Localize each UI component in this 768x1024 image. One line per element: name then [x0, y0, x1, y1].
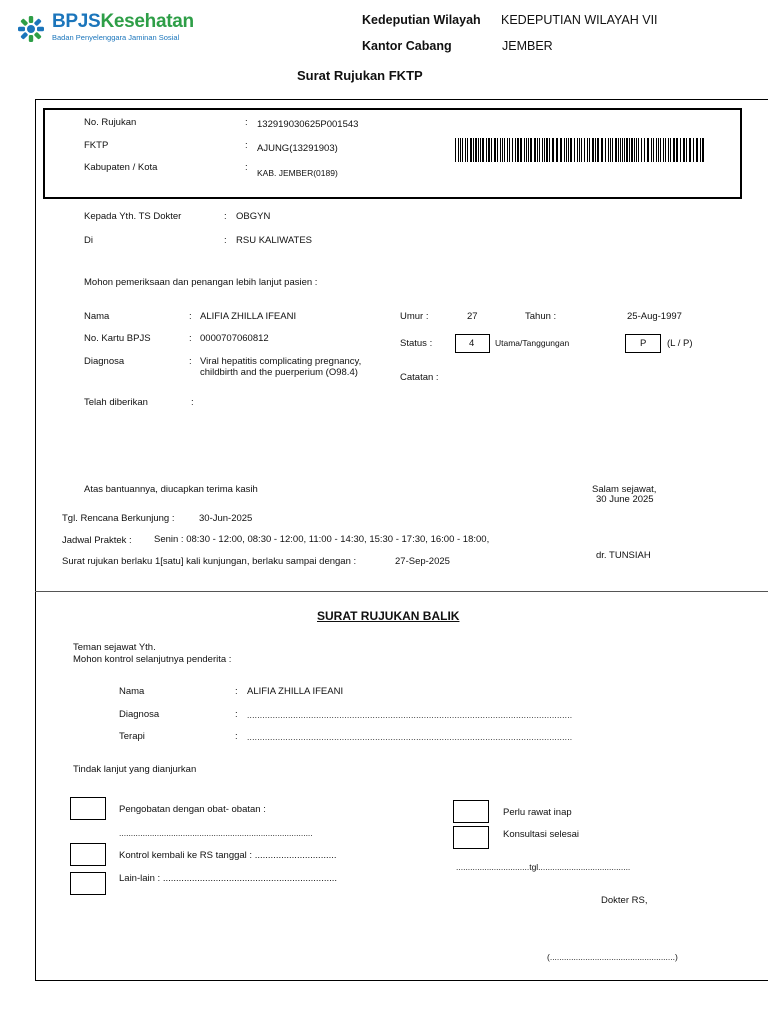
barcode-bar [509, 138, 510, 162]
colon: : [224, 211, 227, 222]
catatan-label: Catatan : [400, 372, 439, 383]
barcode-bar [624, 138, 625, 162]
nama-label: Nama [84, 311, 110, 322]
barcode-bar [656, 138, 657, 162]
barcode-bar [638, 138, 639, 162]
barcode [455, 138, 705, 162]
barcode-bar [530, 138, 532, 162]
barcode-bar [653, 138, 654, 162]
mohon-kontrol-text: Mohon kontrol selanjutnya penderita : [73, 654, 232, 665]
logo-name-bpjs: BPJS [52, 11, 101, 32]
berlaku-value: 27-Sep-2025 [395, 556, 450, 567]
barcode-bar [577, 138, 578, 162]
colon: : [245, 140, 248, 151]
barcode-bar [515, 138, 516, 162]
document-title: Surat Rujukan FKTP [297, 68, 423, 83]
colon: : [189, 333, 192, 344]
colon: : [245, 162, 248, 173]
colon: : [189, 356, 192, 367]
barcode-bar [622, 138, 623, 162]
barcode-bar [700, 138, 701, 162]
barcode-bar [534, 138, 536, 162]
fktp-label: FKTP [84, 140, 109, 151]
barcode-bar [566, 138, 567, 162]
barcode-bar [670, 138, 671, 162]
kepada-label: Kepada Yth. TS Dokter [84, 211, 182, 222]
barcode-bar [702, 138, 704, 162]
barcode-bar [488, 138, 490, 162]
balik-nama-label: Nama [119, 686, 145, 697]
dokter-rs-label: Dokter RS, [601, 895, 648, 906]
di-label: Di [84, 235, 93, 246]
barcode-bar [537, 138, 538, 162]
barcode-bar [549, 138, 550, 162]
kartu-bpjs-label: No. Kartu BPJS [84, 333, 151, 344]
barcode-bar [680, 138, 681, 162]
barcode-bar [556, 138, 558, 162]
surat-date: 30 June 2025 [596, 494, 654, 505]
rawat-inap-label: Perlu rawat inap [503, 807, 572, 818]
barcode-bar [579, 138, 580, 162]
diagnosa-fill-line: ............................................................................................................................... [247, 710, 573, 720]
balik-nama-value: ALIFIA ZHILLA IFEANI [247, 686, 344, 697]
barcode-bar [502, 138, 503, 162]
barcode-bar [686, 138, 687, 162]
status-value: 4 [469, 338, 475, 349]
umur-value: 27 [467, 311, 478, 322]
barcode-bar [524, 138, 525, 162]
barcode-bar [455, 138, 456, 162]
dokter-name: dr. TUNSIAH [596, 550, 651, 561]
kartu-bpjs-value: 0000707060812 [200, 333, 269, 344]
balik-diagnosa-label: Diagnosa [119, 709, 160, 720]
jadwal-praktek-value: Senin : 08:30 - 12:00, 08:30 - 12:00, 11:00 - 14:30, 15:30 - 17:30, 16:00 - 18:00, [154, 534, 490, 545]
barcode-bar [512, 138, 513, 162]
colon: : [235, 686, 238, 697]
logo-subtitle: Badan Penyelenggara Jaminan Sosial [52, 33, 180, 42]
barcode-bar [467, 138, 468, 162]
barcode-bar [668, 138, 669, 162]
kabupaten-value: KAB. JEMBER(0189) [257, 168, 338, 178]
barcode-bar [497, 138, 498, 162]
barcode-bar [673, 138, 675, 162]
barcode-bar [507, 138, 508, 162]
barcode-bar [470, 138, 472, 162]
barcode-bar [595, 138, 596, 162]
barcode-bar [689, 138, 691, 162]
barcode-bar [458, 138, 459, 162]
barcode-bar [660, 138, 661, 162]
barcode-bar [584, 138, 585, 162]
nama-value: ALIFIA ZHILLA IFEANI [200, 311, 297, 322]
mohon-pemeriksaan-text: Mohon pemeriksaan dan penangan lebih lanjut pasien : [84, 277, 318, 288]
barcode-bar [460, 138, 461, 162]
bpjs-logo-icon [16, 14, 46, 44]
obat-checkbox[interactable] [70, 797, 106, 820]
kontrol-option-label: Kontrol kembali ke RS tanggal : ............................... [119, 850, 337, 861]
barcode-bar [636, 138, 637, 162]
barcode-bar [462, 138, 463, 162]
diagnosa-line-1: Viral hepatitis complicating pregnancy, [200, 356, 362, 367]
barcode-bar [482, 138, 484, 162]
barcode-bar [478, 138, 479, 162]
barcode-bar [564, 138, 565, 162]
tanggal-lahir-value: 25-Aug-1997 [627, 311, 682, 322]
status-label: Status : [400, 338, 433, 349]
status-description: Utama/Tanggungan [495, 338, 570, 348]
barcode-bar [526, 138, 527, 162]
tindak-lanjut-label: Tindak lanjut yang dianjurkan [73, 764, 197, 775]
diagnosa-label: Diagnosa [84, 356, 125, 367]
barcode-bar [610, 138, 611, 162]
barcode-bar [605, 138, 606, 162]
section-divider [35, 591, 768, 592]
colon: : [235, 709, 238, 720]
barcode-bar [693, 138, 694, 162]
barcode-bar [560, 138, 562, 162]
balik-terapi-label: Terapi [119, 731, 145, 742]
colon: : [235, 731, 238, 742]
barcode-bar [520, 138, 522, 162]
barcode-bar [601, 138, 603, 162]
barcode-bar [631, 138, 633, 162]
barcode-bar [504, 138, 505, 162]
lain-lain-checkbox[interactable] [70, 872, 106, 895]
barcode-bar [494, 138, 496, 162]
kantor-cabang-label: Kantor Cabang [362, 39, 452, 53]
colon: : [191, 397, 194, 408]
sex-description: (L / P) [667, 338, 693, 349]
barcode-bar [618, 138, 619, 162]
kontrol-checkbox[interactable] [70, 843, 106, 866]
obat-fill-line: .................................................................................. [119, 828, 313, 838]
barcode-bar [647, 138, 649, 162]
di-value: RSU KALIWATES [236, 235, 313, 246]
barcode-bar [615, 138, 617, 162]
barcode-bar [612, 138, 613, 162]
diagnosa-line-2: childbirth and the puerperium (O98.4) [200, 367, 358, 378]
barcode-bar [587, 138, 588, 162]
barcode-bar [473, 138, 474, 162]
tahun-label: Tahun : [525, 311, 557, 322]
kabupaten-label: Kabupaten / Kota [84, 162, 158, 173]
barcode-bar [597, 138, 599, 162]
barcode-bar [644, 138, 645, 162]
colon: : [224, 235, 227, 246]
tanggal-fill-line: ...............................tgl....................................... [456, 862, 631, 872]
barcode-bar [581, 138, 582, 162]
terapi-fill-line: ............................................................................................................................... [247, 732, 573, 742]
lain-lain-option-label: Lain-lain : .................................................................. [119, 873, 338, 884]
no-rujukan-label: No. Rujukan [84, 117, 137, 128]
konsultasi-selesai-checkbox[interactable] [453, 826, 489, 849]
jadwal-praktek-label: Jadwal Praktek : [62, 535, 132, 546]
colon: : [189, 311, 192, 322]
kedeputian-label: Kedeputian Wilayah [362, 13, 481, 27]
barcode-bar [486, 138, 487, 162]
rawat-inap-checkbox[interactable] [453, 800, 489, 823]
barcode-bar [629, 138, 630, 162]
barcode-bar [570, 138, 572, 162]
barcode-bar [683, 138, 685, 162]
barcode-bar [568, 138, 569, 162]
logo-name [52, 11, 194, 33]
barcode-bar [592, 138, 594, 162]
obat-option-label: Pengobatan dengan obat- obatan : [119, 804, 266, 815]
kepada-value: OBGYN [236, 211, 271, 222]
kantor-cabang-value: JEMBER [502, 39, 553, 53]
barcode-bar [539, 138, 540, 162]
barcode-bar [658, 138, 659, 162]
signature-line: (.....................................................) [547, 952, 678, 962]
barcode-bar [500, 138, 501, 162]
fktp-value: AJUNG(13291903) [257, 143, 338, 154]
sex-value: P [640, 338, 647, 349]
barcode-bar [663, 138, 664, 162]
terima-kasih-text: Atas bantuannya, diucapkan terima kasih [84, 484, 258, 495]
barcode-bar [620, 138, 621, 162]
barcode-bar [465, 138, 466, 162]
barcode-bar [480, 138, 481, 162]
rencana-berkunjung-label: Tgl. Rencana Berkunjung : [62, 513, 175, 524]
barcode-bar [651, 138, 652, 162]
barcode-bar [626, 138, 628, 162]
umur-label: Umur : [400, 311, 429, 322]
rencana-berkunjung-value: 30-Jun-2025 [199, 513, 253, 524]
barcode-bar [542, 138, 543, 162]
telah-diberikan-label: Telah diberikan [84, 397, 148, 408]
teman-sejawat-text: Teman sejawat Yth. [73, 642, 156, 653]
barcode-bar [665, 138, 666, 162]
barcode-bar [696, 138, 698, 162]
barcode-bar [546, 138, 548, 162]
barcode-bar [517, 138, 519, 162]
barcode-bar [641, 138, 642, 162]
no-rujukan-value: 132919030625P001543 [257, 119, 359, 130]
barcode-bar [552, 138, 554, 162]
barcode-bar [528, 138, 529, 162]
barcode-bar [676, 138, 678, 162]
colon: : [245, 117, 248, 128]
berlaku-text: Surat rujukan berlaku 1[satu] kali kunjungan, berlaku sampai dengan : [62, 556, 357, 567]
barcode-bar [475, 138, 477, 162]
konsultasi-selesai-label: Konsultasi selesai [503, 829, 580, 840]
rujukan-balik-title: SURAT RUJUKAN BALIK [317, 609, 460, 623]
logo-name-kesehatan: Kesehatan [100, 11, 194, 32]
barcode-bar [491, 138, 492, 162]
barcode-bar [634, 138, 635, 162]
barcode-bar [574, 138, 575, 162]
salam-sejawat-text: Salam sejawat, [592, 484, 657, 495]
barcode-bar [544, 138, 545, 162]
kedeputian-value: KEDEPUTIAN WILAYAH VII [501, 13, 658, 27]
barcode-bar [589, 138, 590, 162]
barcode-bar [608, 138, 609, 162]
